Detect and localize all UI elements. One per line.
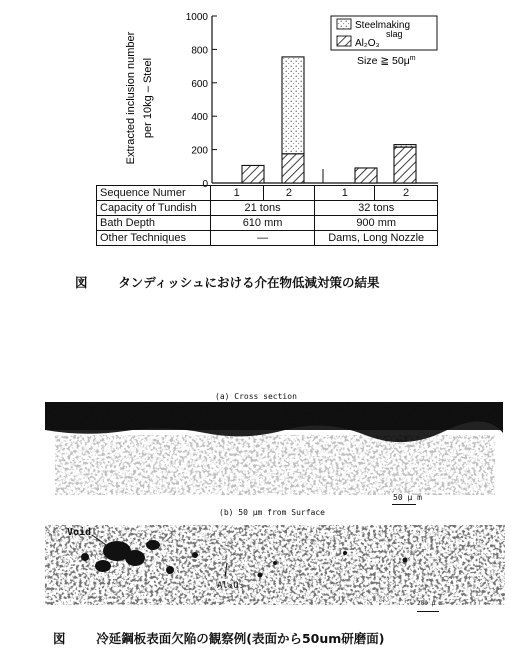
legend-alumina-swatch [337, 36, 351, 46]
bar-al2o3-2 [282, 154, 304, 183]
micrograph-image [45, 385, 505, 620]
bar-al2o3-1 [242, 165, 264, 183]
caption-1-text: タンディッシュにおける介在物低減対策の結果 [118, 275, 380, 290]
bar-al2o3-4 [394, 147, 416, 183]
label-from-surface: (b) 50 μm from Surface [219, 508, 325, 517]
y-tick-label: 0 [202, 179, 208, 190]
label-cross-section: (a) Cross section [215, 392, 297, 401]
bar-slag-2 [282, 57, 304, 154]
cell-seq-32-2: 2 [375, 186, 438, 201]
legend-slag-label-2: slag [386, 29, 403, 39]
cell-seq-21-1: 1 [210, 186, 263, 201]
row-label-depth: Bath Depth [97, 216, 211, 231]
caption-2-text: 冷延鋼板表面欠陥の観察例(表面から50um研磨面) [96, 631, 385, 646]
cell-tech-32: Dams, Long Nozzle [315, 231, 438, 246]
caption-1-prefix: 図 [75, 275, 88, 290]
table-row [97, 201, 438, 216]
bar-al2o3-3 [355, 168, 377, 183]
size-note-main: Size ≧ 50μ [357, 55, 410, 67]
size-note-unit: m [409, 55, 416, 62]
cell-seq-32-1: 1 [315, 186, 375, 201]
al2o3-label: Al₂O₃ [217, 581, 245, 591]
row-label-capacity: Capacity of Tundish [97, 201, 211, 216]
void-label: Void [67, 527, 92, 538]
legend-slag-swatch [337, 19, 351, 29]
cell-depth-21: 610 mm [210, 216, 315, 231]
scale-label-a: 50 μ m [393, 493, 422, 502]
table-row [97, 216, 438, 231]
y-axis-label-line1: Extracted inclusion number [125, 31, 137, 165]
row-label-sequence: Sequence Numer [97, 186, 211, 201]
legend-alumina-label: Al₂O₃ [355, 38, 380, 49]
scale-bar-b [417, 611, 439, 612]
y-axis-label-line2: per 10kg – Steel [142, 57, 154, 139]
bar-slag-4 [394, 145, 416, 148]
caption-2-prefix: 図 [53, 631, 66, 646]
row-label-techniques: Other Techniques [97, 231, 211, 246]
table-row [97, 186, 438, 201]
y-tick-label: 800 [191, 45, 208, 57]
size-note [357, 55, 416, 67]
y-tick-label: 1000 [185, 12, 208, 23]
figure-caption-2 [53, 629, 384, 647]
cell-capacity-21: 21 tons [210, 201, 315, 216]
conditions-table [96, 185, 438, 246]
micrograph-photo [45, 385, 505, 620]
y-tick-label: 600 [191, 78, 208, 90]
scale-bar-a [392, 504, 416, 505]
scale-label-b: 200 μ m [417, 600, 443, 607]
cell-depth-32: 900 mm [315, 216, 438, 231]
legend-slag-label: Steelmaking [355, 20, 411, 31]
y-tick-label: 200 [191, 145, 208, 157]
legend [331, 16, 437, 50]
cell-seq-21-2: 2 [263, 186, 315, 201]
figure-caption-1 [75, 273, 380, 291]
table-row [97, 231, 438, 246]
y-tick-label: 400 [191, 112, 208, 124]
cell-capacity-32: 32 tons [315, 201, 438, 216]
cell-tech-21: — [210, 231, 315, 246]
